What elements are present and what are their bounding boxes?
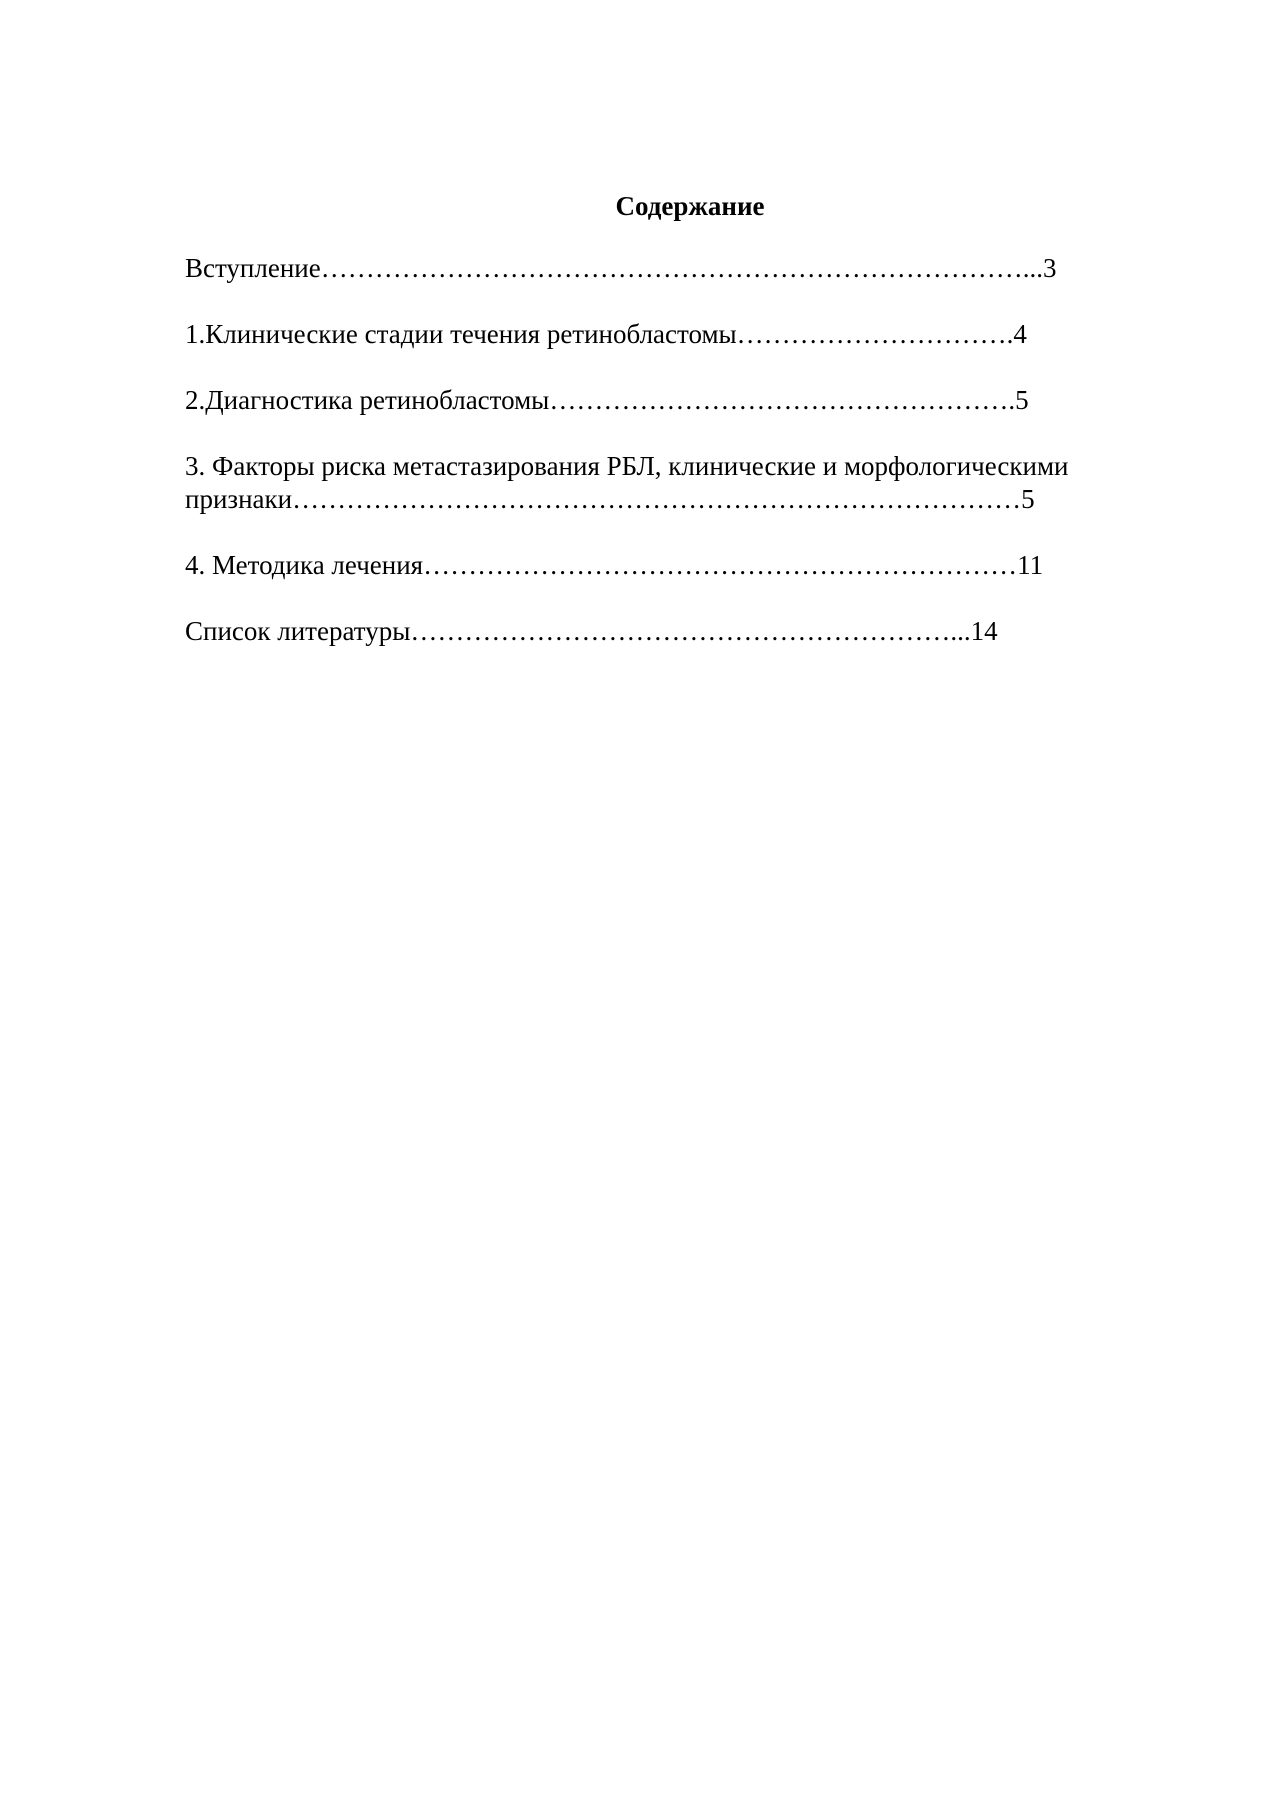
toc-entry-treatment — [185, 549, 1185, 582]
toc-entry-diagnostics — [185, 384, 1185, 417]
toc-entry-text: 1.Клинические стадии течения ретинобластомы………………………….4 — [185, 319, 1027, 349]
toc-entry-references — [185, 615, 1185, 648]
toc-entry-text: Вступление……………………………………………………………………...3 — [185, 253, 1057, 283]
table-of-contents — [185, 252, 1185, 681]
toc-entry-text: Список литературы……………………………………………………...14 — [185, 616, 998, 646]
toc-entry-clinical-stages — [185, 318, 1185, 351]
toc-entry-text: 2.Диагностика ретинобластомы…………………………………………….5 — [185, 385, 1029, 415]
toc-entry-text: 4. Методика лечения…………………………………………………………11 — [185, 550, 1044, 580]
toc-entry-introduction — [185, 252, 1185, 285]
toc-entry-risk-factors — [185, 450, 1185, 516]
toc-title: Содержание — [615, 191, 765, 221]
toc-entry-text: 3. Факторы риска метастазирования РБЛ, клинические и морфологическими признаки………………………………………………………………………5 — [185, 451, 1076, 514]
